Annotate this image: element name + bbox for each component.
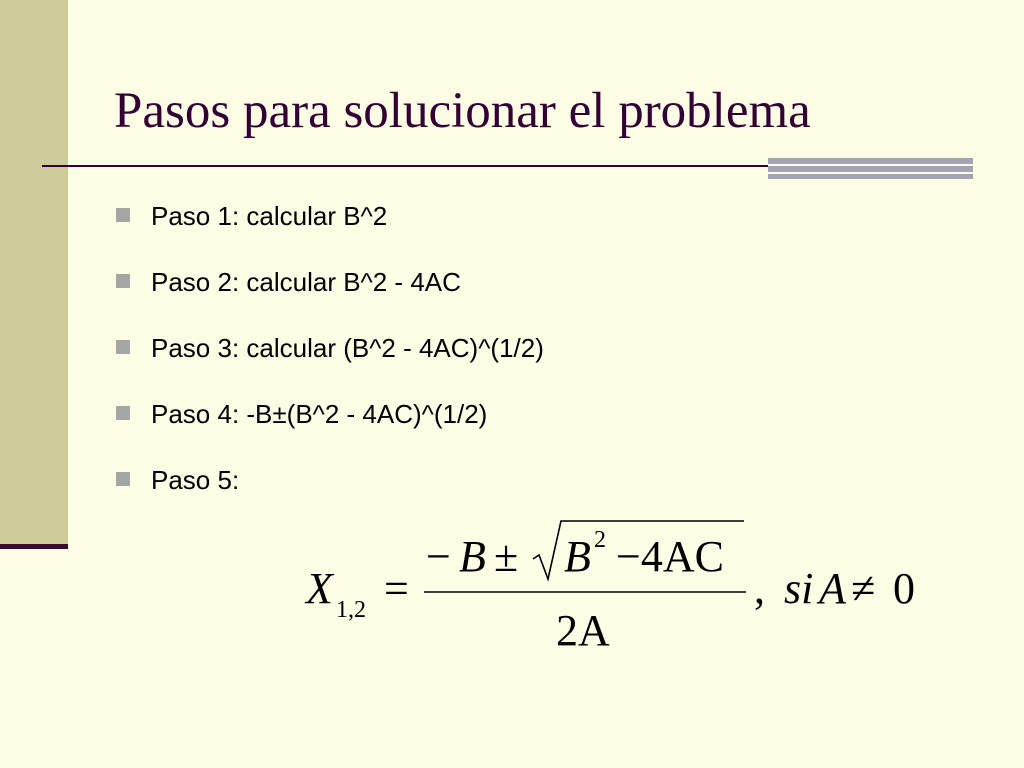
formula-equals: = bbox=[384, 564, 409, 613]
left-sidebar-decoration bbox=[0, 0, 68, 544]
sidebar-underline bbox=[0, 544, 68, 549]
step-1-text: Paso 1: calcular B^2 bbox=[151, 201, 388, 231]
list-item-step-3 bbox=[116, 328, 544, 394]
list-item-step-1 bbox=[116, 196, 544, 262]
formula-denominator: 2A bbox=[556, 606, 610, 655]
formula-radicand-rest: −4AC bbox=[616, 532, 724, 581]
step-3-text: Paso 3: calcular (B^2 - 4AC)^(1/2) bbox=[151, 333, 544, 363]
formula-radicand-base: B bbox=[564, 532, 591, 581]
formula-b: B bbox=[459, 532, 486, 581]
bullet-square-icon bbox=[116, 472, 130, 486]
step-4-text: Paso 4: -B±(B^2 - 4AC)^(1/2) bbox=[151, 399, 488, 429]
formula-radicand-exponent: 2 bbox=[594, 527, 606, 553]
list-item-step-2 bbox=[116, 262, 544, 328]
formula-plusminus: ± bbox=[494, 532, 519, 581]
quadratic-formula bbox=[296, 515, 936, 655]
formula-a: A bbox=[819, 564, 846, 613]
bullet-square-icon bbox=[116, 406, 130, 420]
bullet-square-icon bbox=[116, 340, 130, 354]
formula-comma: , bbox=[754, 564, 765, 613]
formula-minus: − bbox=[426, 532, 451, 581]
formula-lhs-subscript: 1,2 bbox=[336, 597, 366, 623]
step-5-text: Paso 5: bbox=[151, 465, 240, 495]
formula-zero: 0 bbox=[893, 564, 915, 613]
step-2-text: Paso 2: calcular B^2 - 4AC bbox=[151, 267, 461, 297]
accent-stripes bbox=[768, 158, 973, 179]
bullet-square-icon bbox=[116, 274, 130, 288]
list-item-step-4 bbox=[116, 394, 544, 460]
bullet-square-icon bbox=[116, 208, 130, 222]
formula-si: si bbox=[784, 564, 814, 613]
formula-lhs-var: X bbox=[306, 564, 333, 613]
formula-neq: ≠ bbox=[851, 564, 876, 613]
step-list bbox=[116, 196, 544, 526]
slide-title: Pasos para solucionar el problema bbox=[114, 83, 811, 139]
